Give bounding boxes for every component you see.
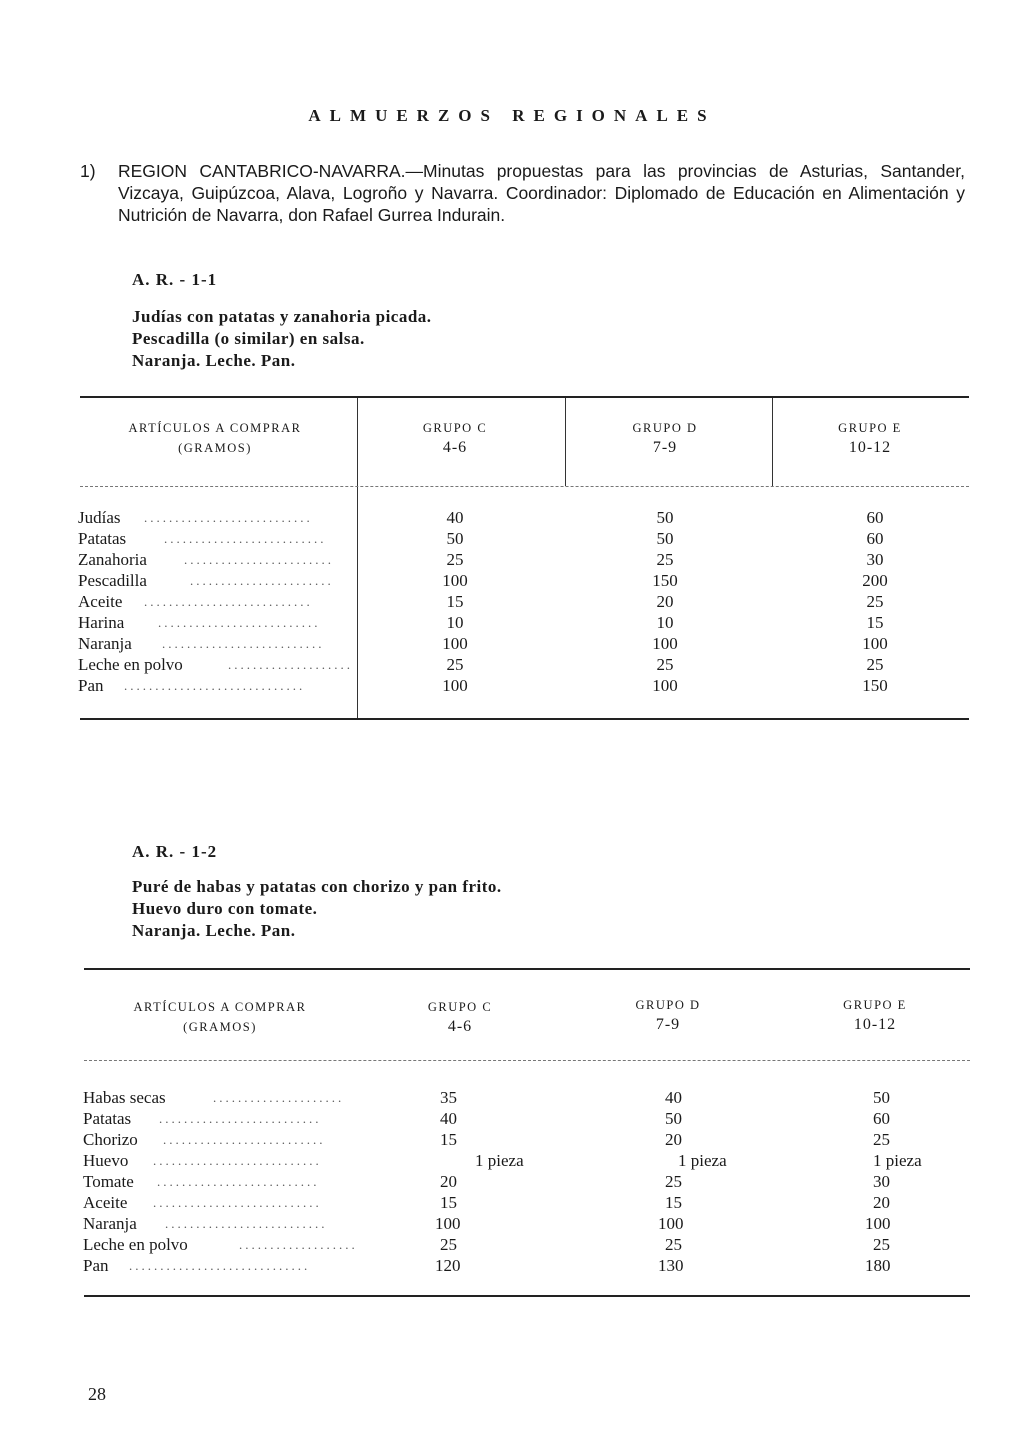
menu2-dish: Naranja. Leche. Pan.: [132, 921, 296, 940]
menu2-code: A. R. - 1-2: [132, 842, 218, 861]
table-row: Chorizo ..........................: [83, 1130, 326, 1149]
table-row: Aceite ...........................: [83, 1193, 322, 1212]
menu1-dish: Pescadilla (o similar) en salsa.: [132, 329, 365, 348]
menu2-dish: Huevo duro con tomate.: [132, 899, 318, 918]
table2-group-c-values: 35 40 15 1 pieza 20 15 100 25 120: [435, 1088, 524, 1275]
table-row: Pan .............................: [83, 1256, 311, 1275]
table-row: Leche en polvo ....................: [78, 655, 353, 674]
table1-group-d-header: GRUPO D 7-9: [632, 421, 698, 456]
table1-group-c-values: 40 50 25 100 15 10 100 25 100: [442, 508, 468, 695]
menu2-dish: Puré de habas y patatas con chorizo y pan frito.: [132, 877, 502, 896]
menu2-dishes: [132, 876, 502, 942]
table1-group-e-header: GRUPO E 10-12: [838, 421, 902, 456]
table-row: Judías ...........................: [78, 508, 313, 527]
table-row: Patatas ..........................: [78, 529, 327, 548]
intro-text: REGION CANTABRICO-NAVARRA.—Minutas propuestas para las provincias de Asturias, Santander, Vizcaya, Guipúzcoa, Alava, Logroño y Navarra. Coordinador: Diplomado de Educación en Alimentación y Nutrición de Navarra, don Rafael Gurrea Indurain.: [118, 161, 965, 225]
menu1-dish: Judías con patatas y zanahoria picada.: [132, 307, 432, 326]
table1-items: [78, 507, 353, 696]
table1-group-d-values: 50 50 25 150 20 10 100 25 100: [652, 508, 678, 695]
table-row: Patatas ..........................: [83, 1109, 322, 1128]
table2-group-e-values: 50 60 25 1 pieza 30 20 100 25 180: [865, 1088, 922, 1275]
table2-top-rule: [84, 968, 970, 970]
table1-bottom-rule: [80, 718, 969, 720]
table1-col-divider: [772, 398, 773, 486]
menu1-code: A. R. - 1-1: [132, 270, 218, 289]
table-row: Pescadilla .......................: [78, 571, 334, 590]
table-row: Naranja ..........................: [78, 634, 325, 653]
intro-paragraph: [80, 160, 965, 226]
table2-group-d-header: GRUPO D 7-9: [635, 998, 701, 1033]
table1-items-header: ARTÍCULOS A COMPRAR (GRAMOS): [128, 421, 302, 455]
table2-header-separator: [84, 1060, 970, 1061]
page-title: ALMUERZOS REGIONALES: [308, 106, 716, 125]
table-row: Pan .............................: [78, 676, 306, 695]
page-number: 28: [88, 1384, 106, 1404]
menu1-dish: Naranja. Leche. Pan.: [132, 351, 296, 370]
table-row: Tomate ..........................: [83, 1172, 320, 1191]
table2-bottom-rule: [84, 1295, 970, 1297]
table2-items-header: ARTÍCULOS A COMPRAR (GRAMOS): [133, 1000, 307, 1034]
table-row: Leche en polvo ...................: [83, 1235, 358, 1254]
table-row: Zanahoria ........................: [78, 550, 334, 569]
table-row: Harina ..........................: [78, 613, 321, 632]
menu1-dishes: [132, 306, 432, 372]
table-row: Aceite ...........................: [78, 592, 313, 611]
intro-number: 1): [80, 161, 96, 181]
table2-group-d-values: 40 50 20 1 pieza 25 15 100 25 130: [658, 1088, 727, 1275]
table2-group-c-header: GRUPO C 4-6: [427, 1000, 493, 1035]
table2-items: [83, 1087, 358, 1276]
table1-group-c-header: GRUPO C 4-6: [422, 421, 488, 456]
table-row: Naranja ..........................: [83, 1214, 328, 1233]
table-row: Huevo ...........................: [83, 1151, 322, 1170]
table1-top-rule: [80, 396, 969, 398]
table1-header-separator: [80, 486, 969, 487]
table1-col-divider: [565, 398, 566, 486]
table1-col-divider: [357, 398, 358, 718]
table-row: Habas secas .....................: [83, 1088, 345, 1107]
table1-group-e-values: 60 60 30 200 25 15 100 25 150: [862, 508, 888, 695]
table2-group-e-header: GRUPO E 10-12: [843, 998, 907, 1033]
